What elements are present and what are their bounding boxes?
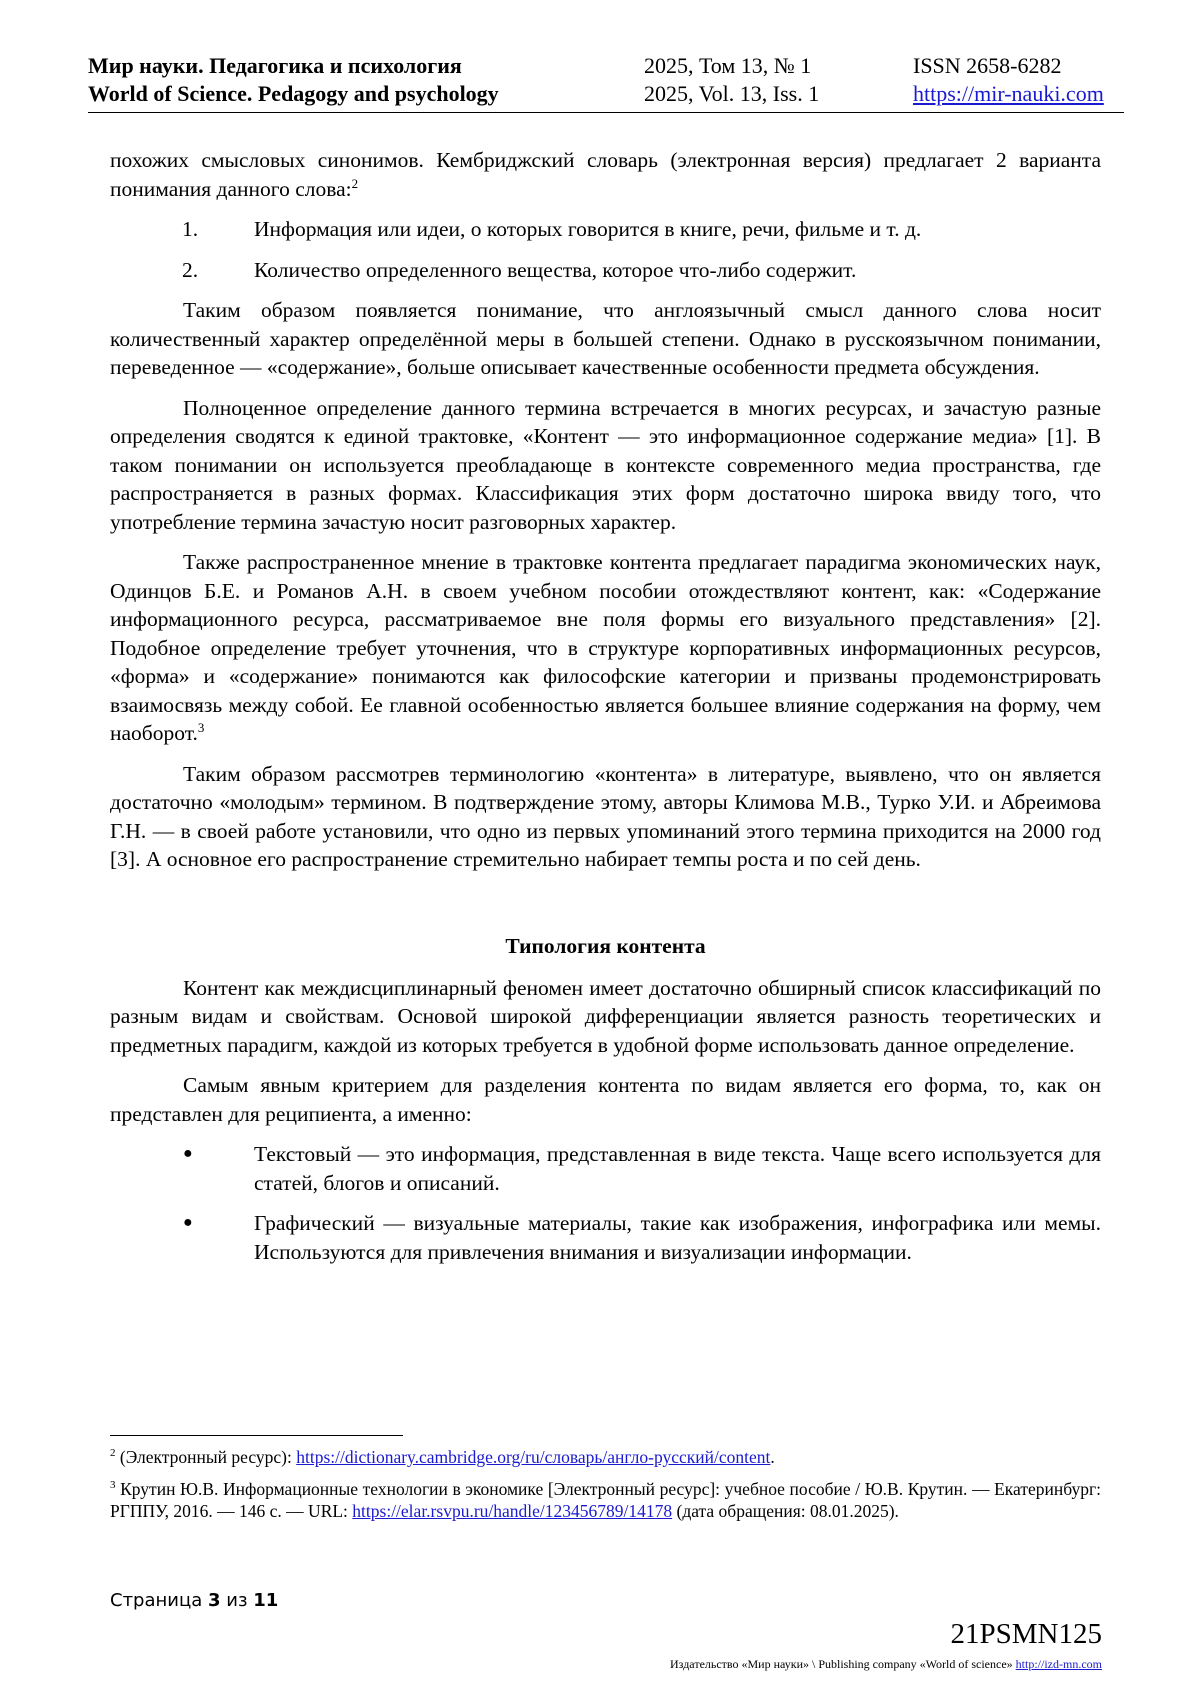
- footnote-2-link[interactable]: https://dictionary.cambridge.org/ru/словарь/англо-русский/content: [296, 1447, 771, 1467]
- section-heading: Типология контента: [505, 933, 706, 958]
- paragraph-6: Контент как междисциплинарный феномен имеет достаточно обширный список классификаций по разным видам и свойствам. Основой широкой дифференциации является разность теоретических и предметных парадигм, каждой из которых требуется в удобной форме использовать данное определение.: [110, 975, 1101, 1057]
- paragraph-4: Также распространенное мнение в трактовке контента предлагает парадигма экономических наук, Одинцов Б.Е. и Романов А.Н. в своем учебном пособии отождествляют контент, как: «Содержание информационного ресурса, рассматриваемое вне поля формы его визуального представления» [2]. Подобное определение требует уточнения, что в структуре корпоративных информационных ресурсов, «форма» и «содержание» понимаются как философские категории и призваны продемонстрировать взаимосвязь между собой. Ее главной особенностью является большее влияние содержания на форму, чем наоборот.$^3$: [110, 550, 1101, 745]
- list-number: 2.: [182, 257, 199, 282]
- footnote-divider: [110, 1435, 403, 1436]
- list-item: ● Текстовый — это информация, представленная в виде текста. Чаще всего используется для статей, блогов и описаний.: [183, 1142, 1101, 1195]
- footnotes: [110, 1446, 1101, 1532]
- journal-title-ru: Мир науки. Педагогика и психология: [88, 53, 462, 78]
- list-item: 1. Информация или идеи, о которых говорится в книге, речи, фильме и т. д.: [110, 215, 1101, 244]
- publisher-link[interactable]: http://izd-mn.com: [1015, 1657, 1102, 1671]
- issue-en: 2025, Vol. 13, Iss. 1: [644, 81, 820, 106]
- journal-title-en: World of Science. Pedagogy and psychology: [88, 81, 499, 106]
- footnote-ref-2[interactable]: 2: [351, 175, 359, 191]
- journal-url-link[interactable]: https://mir-nauki.com: [913, 81, 1104, 106]
- journal-title-block: [88, 52, 499, 108]
- footnote-3-link[interactable]: https://elar.rsvpu.ru/handle/123456789/14178: [352, 1501, 673, 1521]
- issn: ISSN 2658-6282: [913, 53, 1062, 78]
- issue-block: [644, 52, 819, 108]
- publisher-line: Издательство «Мир науки» \ Publishing company «World of science» http://izd-mn.com: [670, 1657, 1102, 1671]
- bullet-icon: ●: [183, 1214, 193, 1231]
- page-header: [88, 52, 1124, 113]
- issn-block: [913, 52, 1104, 108]
- footnote-3: $^3$ Крутин Ю.В. Информационные технологии в экономике [Электронный ресурс]: учебное пособие / Ю.В. Крутин. — Екатеринбург: РГППУ, 2016. — 146 с. — URL: https://elar.rsvpu.ru/handle/123456789/14178 (дата обращения: 08.01.2025).: [110, 1479, 1102, 1521]
- paragraph-2: Таким образом появляется понимание, что англоязычный смысл данного слова носит количественный характер определённой меры в большей степени. Однако в русскоязычном понимании, переведенное — «содержание», больше описывает качественные особенности предмета обсуждения.: [110, 298, 1101, 379]
- page-number: Страница 3 из 11: [110, 1590, 279, 1611]
- article-body: [110, 146, 1101, 1278]
- definition-list: [110, 215, 1101, 284]
- paragraph-7: Самым явным критерием для разделения контента по видам является его форма, то, как он представлен для реципиента, а именно:: [110, 1073, 1101, 1126]
- paragraph-5: Таким образом рассмотрев терминологию «контента» в литературе, выявлено, что он является достаточно «молодым» термином. В подтверждение этому, авторы Климова М.В., Турко У.И. и Абреимова Г.Н. — в своей работе установили, что одно из первых упоминаний этого термина приходится на 2000 год [3]. А основное его распространение стремительно набирает темпы роста и по сей день.: [110, 761, 1101, 871]
- list-item: 2. Количество определенного вещества, которое что-либо содержит.: [110, 256, 1101, 285]
- list-item: ● Графический — визуальные материалы, такие как изображения, инфографика или мемы. Используются для привлечения внимания и визуализации информации.: [183, 1211, 1101, 1264]
- paragraph-1: похожих смысловых синонимов. Кембриджский словарь (электронная версия) предлагает 2 варианта понимания данного слова:$^2$: [110, 148, 1101, 201]
- issue-ru: 2025, Том 13, № 1: [644, 53, 812, 78]
- bullet-icon: ●: [183, 1145, 193, 1162]
- article-code: 21PSMN125: [950, 1618, 1102, 1650]
- footnote-2: $^2$ (Электронный ресурс): https://dictionary.cambridge.org/ru/словарь/англо-русский/content.: [110, 1447, 775, 1467]
- content-types-list: [110, 1140, 1101, 1266]
- list-number: 1.: [182, 217, 199, 241]
- paragraph-3: Полноценное определение данного термина встречается в многих ресурсах, и зачастую разные определения сводятся к единой трактовке, «Контент — это информационное содержание медиа» [1]. В таком понимании он используется преобладающе в контексте современного медиа пространства, где распространяется в разных формах. Классификация этих форм достаточно широка ввиду того, что употребление термина зачастую носит разговорных характер.: [110, 395, 1101, 534]
- footnote-ref-3[interactable]: 3: [197, 719, 205, 735]
